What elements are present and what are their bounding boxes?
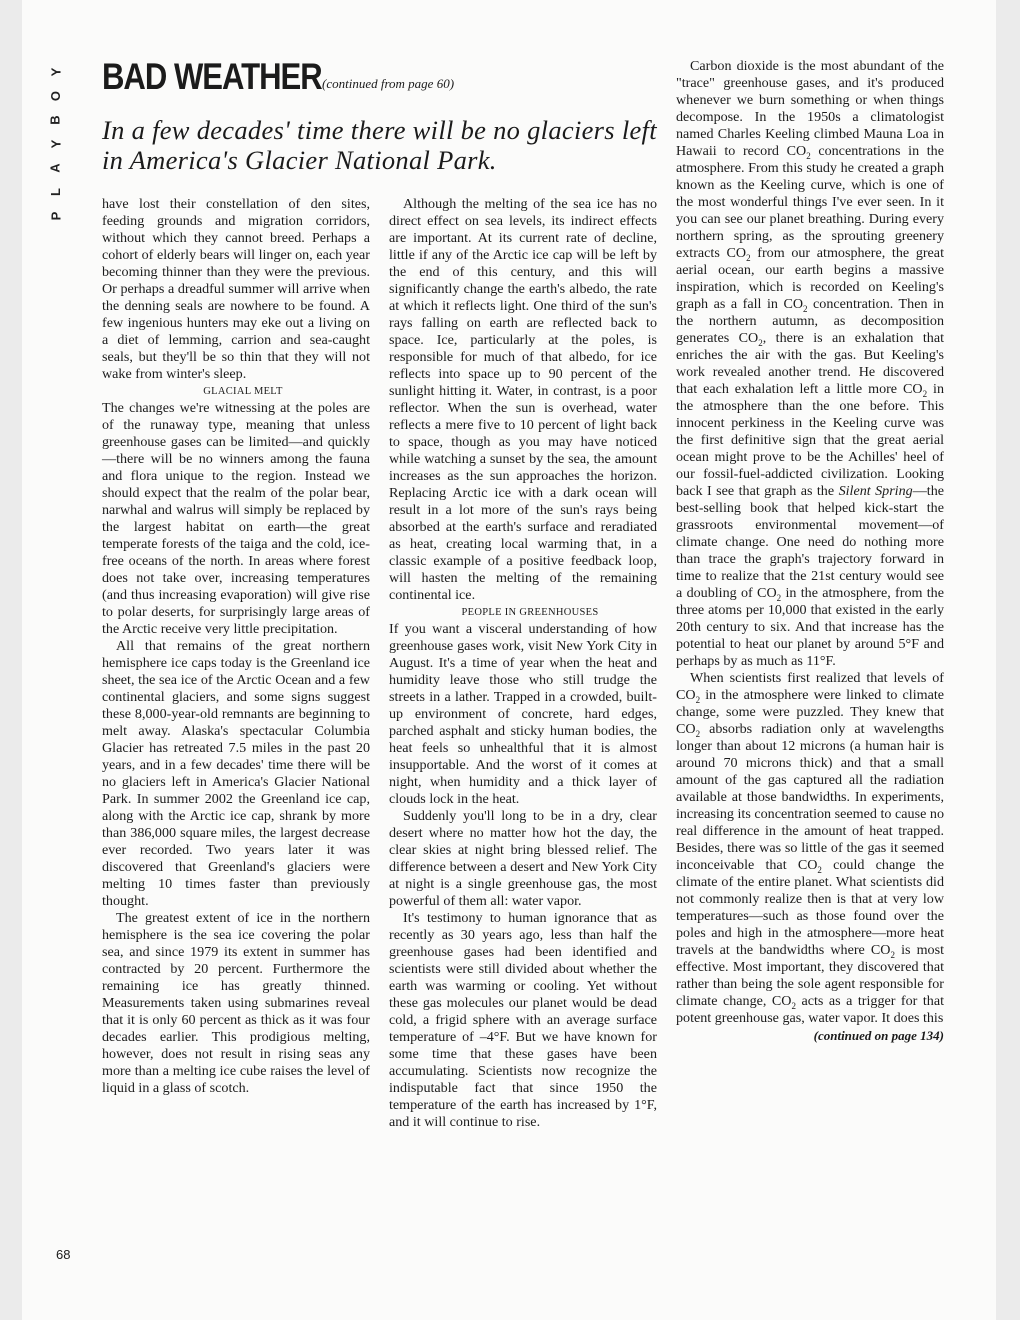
paragraph: The greatest extent of ice in the northern hemisphere is the sea ice covering the polar sea, and since 1979 its extent in summer has contracted by 20 percent. Furthermore the remaining ice has greatly thinned. Measurements taken using submarines reveal that it is only 60 percent as thick as it was four decades earlier. This prodigious melting, however, does not result in rising seas any more than a melting ice cube raises the level of liquid in a glass of scotch. (102, 910, 370, 1096)
paragraph: It's testimony to human ignorance that as recently as 30 years ago, less than half the greenhouse gases had been identified and scientists were still divided about whether the earth was warming or cooling. Yet without these gas molecules our planet would be dead cold, a frigid sphere with an average surface temperature of –4°F. But we have known for some time that these gases have been accumulating. Scientists now recognize the indisputable fact that since 1950 the temperature of the earth has increased by 1°F, and it will continue to rise. (389, 910, 657, 1130)
paragraph: Carbon dioxide is the most abundant of the "trace" greenhouse gases, and it's produced whenever we burn something or when things decompose. In the 1950s a climatologist named Charles Keeling climbed Mauna Loa in Hawaii to record $CO_2$ concentrations in the atmosphere. From this study he created a graph known as the Keeling curve, which is one of the most wonderful things I've ever seen. In it you can see our planet breathing. During every northern spring, as the sprouting greenery extracts $CO_2$ from our atmosphere, the great aerial ocean, our earth begins a massive inspiration, which is recorded on Keeling's graph as a fall in $CO_2$ concentration. Then in the northern autumn, as decomposition generates $CO_2$, there is an exhalation that enriches the air with the gas. But Keeling's work revealed another trend. He discovered that each exhalation left a little more $CO_2$ in the atmosphere than the one before. This innocent perkiness in the Keeling curve was the first definitive sign that the great aerial ocean might prove to be the Achilles' heel of our fossil-fuel-addicted civilization. Looking back I see that graph as the Silent Spring—the best-selling book that helped kick-start the grassroots environmental movement—of climate change. One need do nothing more than trace the graph's trajectory forward in time to realize that the 21st century would see a doubling of $CO_2$ in the atmosphere, from the three atoms per 10,000 that existed in the early 20th century to six. And that increase has the potential to heat our planet by around 5°F and perhaps by as much as 11°F. (676, 58, 944, 669)
continued-from-note: (continued from page 60) (322, 76, 455, 91)
paragraph: have lost their constellation of den sites, feeding grounds and migration corridors, without which they cannot breed. Perhaps a cohort of elderly bears will linger on, each year becoming thinner than they were the previous. Or perhaps a dreadful summer will arrive when the denning seals are nowhere to be found. A few ingenious hunters may eke out a living on a diet of lemming, carrion and sea-caught seals, but they'll be so thin that they will not wake from winter's sleep. (102, 196, 370, 382)
article-headline (102, 56, 455, 98)
page-number: 68 (56, 1247, 71, 1262)
brand-letter: B (47, 115, 63, 125)
paragraph: Suddenly you'll long to be in a dry, clear desert where no matter how hot the day, the clear skies at night bring blessed relief. The difference between a desert and New York City at night is a single greenhouse gas, the most powerful of them all: water vapor. (389, 808, 657, 909)
text-column-1 (102, 196, 370, 1097)
section-subhead: GLACIAL MELT (203, 386, 283, 397)
brand-letter: A (47, 163, 63, 173)
brand-letter: P (47, 211, 63, 221)
brand-letter: O (48, 90, 63, 102)
article-title: BAD WEATHER (102, 56, 322, 97)
pull-quote: In a few decades' time there will be no glaciers left in America's Glacier National Park. (102, 115, 657, 175)
brand-letter: L (47, 188, 63, 196)
paragraph: When scientists first realized that levels of $CO_2$ in the atmosphere were linked to climate change, some were puzzled. They knew that $CO_2$ absorbs radiation only at wavelengths longer than about 12 microns (a human hair is around 70 microns thick) and that a small amount of the gas captured all the radiation available at those bandwidths. In experiments, increasing its concentration seemed to cause no real difference in the amount of heat trapped. Besides, there was so little of the gas it seemed inconceivable that $CO_2$ could change the climate of the entire planet. What scientists did not commonly realize then is that at very low temperatures—such as those found over the poles and high in the atmosphere—more heat travels at the bandwidths where $CO_2$ is most effective. Most important, they discovered that rather than being the sole agent responsible for climate change, $CO_2$ acts as a trigger for that potent greenhouse gas, water vapor. It does this (676, 670, 944, 1026)
paragraph: All that remains of the great northern hemisphere ice caps today is the Greenland ice sheet, the sea ice of the Arctic Ocean and a few continental glaciers, and some signs suggest these 8,000-year-old remnants are beginning to melt away. Alaska's spectacular Columbia Glacier has retreated 7.5 miles in the past 20 years, and in a few decades' time there will be no glaciers left in America's Glacier National Park. In summer 2002 the Greenland ice cap, along with the Arctic ice cap, shrank by more than 386,000 square miles, the largest decrease ever recorded. Two years later it was discovered that Greenland's glaciers were melting 10 times faster than previously thought. (102, 638, 370, 909)
brand-letter: Y (47, 139, 63, 149)
paragraph: The changes we're witnessing at the poles are of the runaway type, meaning that unless greenhouse gases can be limited—and quickly—there will be no winners among the fauna and flora unique to the region. Instead we should expect that the realm of the polar bear, narwhal and walrus will simply be replaced by the largest habitat on earth—the great temperate forests of the taiga and the cold, ice-free oceans of the north. In areas where forest does not take over, increasing temperatures (and thus increasing evaporation) will give rise to polar deserts, for surprisingly large areas of the Arctic receive very little precipitation. (102, 400, 370, 637)
magazine-page (22, 0, 996, 1320)
playboy-vertical-brand (48, 60, 64, 228)
paragraph: Although the melting of the sea ice has no direct effect on sea levels, its indirect effects are important. At its current rate of decline, little if any of the Arctic ice cap will be left by the end of this century, and this will significantly change the earth's albedo, the rate at which it reflects light. One third of the sun's rays falling on earth are reflected back to space. Ice, particularly at the poles, is responsible for much of that albedo, for ice reflects into space up to 90 percent of the sunlight hitting it. Water, in contrast, is a poor reflector. When the sun is overhead, water reflects a mere five to 10 percent of light back to space, though as you may have noticed while watching a sunset by the sea, the amount increases as the sun approaches the horizon. Replacing Arctic ice with a dark ocean will result in a lot more of the sun's rays being absorbed at the earth's surface and reradiated as heat, creating local warming that, in a classic example of a positive feedback loop, will hasten the melting of the remaining continental ice. (389, 196, 657, 603)
paragraph: If you want a visceral understanding of how greenhouse gases work, visit New York City in August. It's a time of year when the heat and humidity leave those who still trudge the streets in a lather. Trapped in a crowded, built-up environment of concrete, hard edges, parched asphalt and sticky human bodies, the heat feels so unhealthful that it is almost insupportable. And the worst of it comes at night, when humidity and a thick layer of clouds lock in the heat. (389, 621, 657, 807)
continued-on-note: (continued on page 134) (813, 1028, 944, 1043)
section-subhead: PEOPLE IN GREENHOUSES (461, 607, 599, 618)
brand-letter: Y (47, 67, 63, 77)
text-column-3 (676, 58, 944, 1044)
text-column-2 (389, 196, 657, 1131)
